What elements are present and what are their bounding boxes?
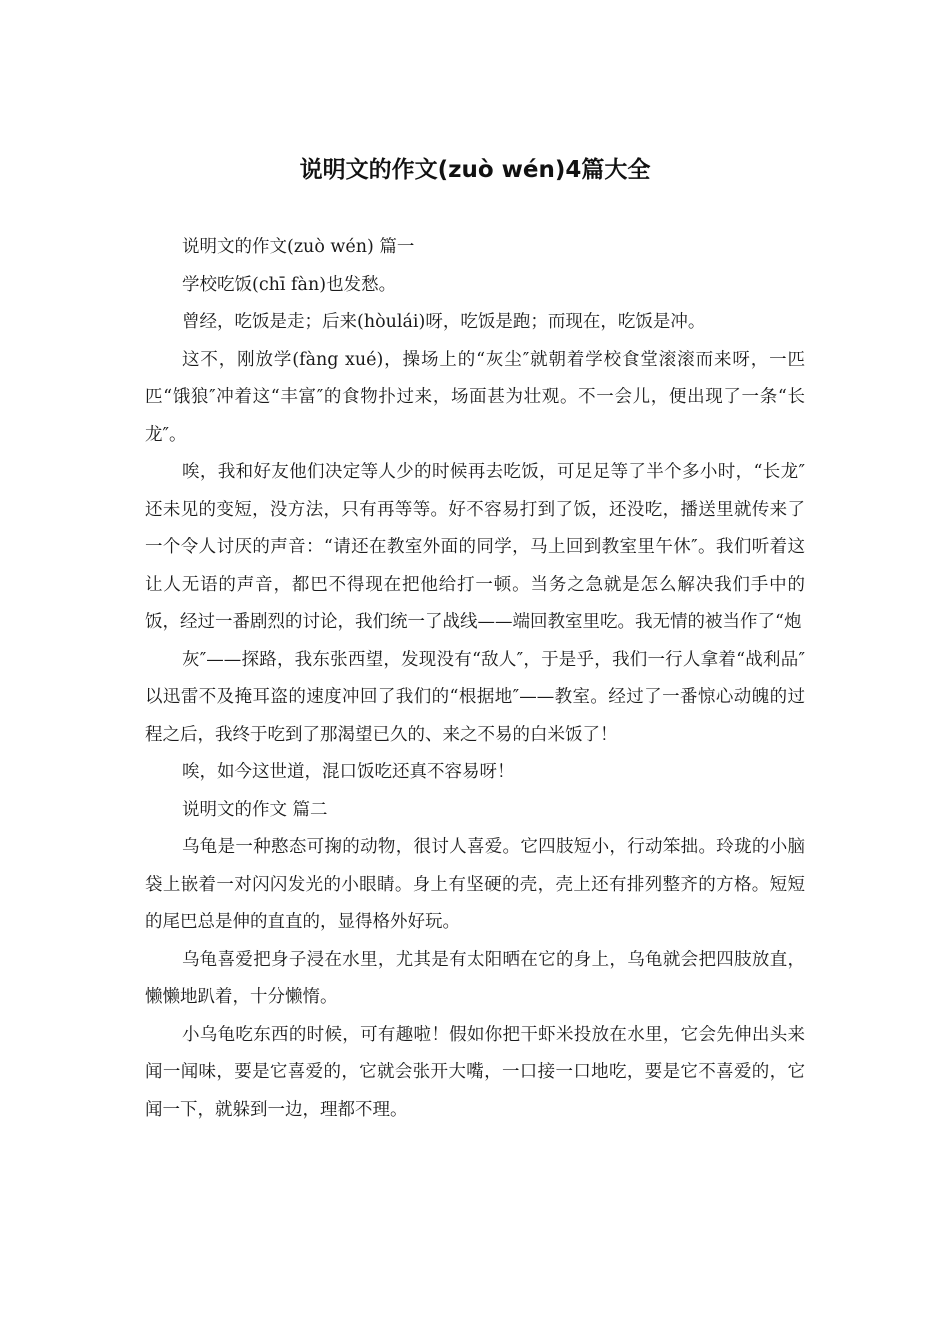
paragraph: 学校吃饭(chī fàn)也发愁。 bbox=[182, 274, 397, 295]
paragraph: 乌龟喜爱把身子浸在水里，尤其是有太阳晒在它的身上，乌龟就会把四肢放直，懒懒地趴着，十分懒惰。 bbox=[145, 949, 805, 1007]
paragraph: 唉，我和好友他们决定等人少的时候再去吃饭，可足足等了半个多小时，“长龙″还未见的变短，没方法，只有再等等。好不容易打到了饭，还没吃，播送里就传来了一个令人讨厌的声音：“请还在教室外面的同学，马上回到教室里午休″。我们听着这让人无语的声音，都巴不得现在把他给打一顿。当务之急就是怎么解决我们手中的饭，经过一番剧烈的讨论，我们统一了战线——端回教室里吃。我无情的被当作了“炮 bbox=[145, 462, 805, 632]
paragraph: 乌龟是一种憨态可掬的动物，很讨人喜爱。它四肢短小，行动笨拙。玲珑的小脑袋上嵌着一对闪闪发光的小眼睛。身上有坚硬的壳，壳上还有排列整齐的方格。短短的尾巴总是伸的直直的，显得格外好玩。 bbox=[145, 837, 805, 932]
paragraph: 唉，如今这世道，混口饭吃还真不容易呀！ bbox=[182, 762, 515, 782]
paragraph: 曾经，吃饭是走；后来(hòulái)呀，吃饭是跑；而现在，吃饭是冲。 bbox=[182, 312, 706, 332]
section-heading-1: 说明文的作文(zuò wén) 篇一 bbox=[182, 237, 415, 257]
paragraph: 这不，刚放学(fàng xué)，操场上的“灰尘″就朝着学校食堂滚滚而来呀，一匹匹“饿狼″冲着这“丰富″的食物扑过来，场面甚为壮观。不一会儿，便出现了一条“长龙″。 bbox=[145, 349, 805, 445]
document-title: 说明文的作文(zuò wén)4篇大全 bbox=[299, 157, 651, 183]
paragraph: 小乌龟吃东西的时候，可有趣啦！假如你把干虾米投放在水里，它会先伸出头来闻一闻味，要是它喜爱的，它就会张开大嘴，一口接一口地吃，要是它不喜爱的，它闻一下，就躲到一边，理都不理。 bbox=[145, 1024, 805, 1120]
paragraph: 灰″——探路，我东张西望，发现没有“敌人″，于是乎，我们一行人拿着“战利品″以迅雷不及掩耳盗的速度冲回了我们的“根据地″——教室。经过了一番惊心动魄的过程之后，我终于吃到了那渴望已久的、来之不易的白米饭了！ bbox=[145, 649, 805, 745]
section-heading-2: 说明文的作文 篇二 bbox=[182, 799, 328, 820]
document-body bbox=[145, 229, 805, 1129]
